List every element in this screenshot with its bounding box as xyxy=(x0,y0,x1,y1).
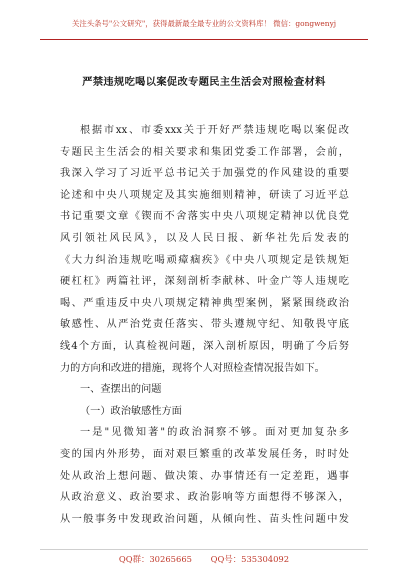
body-line: 力的方向和改进的措施，现将个人对照检查情况报告如下。 xyxy=(60,362,325,374)
body-line: 变的国内外形势，面对艰巨繁重的改革发展任务，时时处 xyxy=(60,448,349,460)
body-line: 从一般事务中发现政治问题，从倾向性、苗头性问题中发 xyxy=(60,513,349,525)
body-line: 线4个方面，认真检视问题，深入剖析原因，明确了今后努 xyxy=(60,340,349,352)
body-line: 喝、严重违反中央八项规定精神典型案例，紧紧围绕政治 xyxy=(60,297,349,309)
body-line: 风引领社风民风》，以及人民日报、新华社先后发表的 xyxy=(60,232,349,244)
section-heading: 一、查摆出的问题 xyxy=(80,384,162,396)
header-banner: 关注头条号"公文研究"，获得最新最全最专业的公文资料库！ 微信：gongwenyj xyxy=(71,19,337,28)
body-line: 论述和中央八项规定及其实施细则精神，研读了习近平总 xyxy=(60,189,349,201)
body-line: 专题民主生活会的相关要求和集团党委工作部署，会前， xyxy=(60,146,349,158)
footer-qq-group: QQ群：30265665 xyxy=(118,554,192,564)
body-line: 从政治意义、政治要求、政治影响等方面想得不够深入， xyxy=(60,492,349,504)
body-line: 根据市xx、市委xxx关于开好严禁违规吃喝以案促改 xyxy=(80,125,349,136)
document-body xyxy=(60,120,349,530)
body-line: 书记重要文章《锲而不舍落实中央八项规定精神以优良党 xyxy=(60,211,349,223)
header-divider xyxy=(40,39,368,40)
body-line: 硬杠杠》两篇社评，深刻剖析李献林、叶金广等人违规吃 xyxy=(60,276,349,288)
document-title: 严禁违规吃喝以案促改专题民主生活会对照检查材料 xyxy=(82,76,326,88)
body-line: 敏感性、从严治党责任落实、带头遵规守纪、知敬畏守底 xyxy=(60,319,349,331)
footer-qq-number: QQ号：535304092 xyxy=(210,554,290,564)
body-line: 一是"见微知著"的政治洞察不够。面对更加复杂多 xyxy=(80,427,349,439)
body-line: 我深入学习了习近平总书记关于加强党的作风建设的重要 xyxy=(60,168,349,180)
body-line: 《大力纠治违规吃喝顽瘴痼疾》《中央八项规定是铁规矩 xyxy=(60,254,349,266)
footer-divider xyxy=(40,549,368,550)
body-line: 处从政治上想问题、做决策、办事情还有一定差距，遇事 xyxy=(60,470,349,482)
subsection-heading: （一）政治敏感性方面 xyxy=(80,405,182,417)
footer-contact xyxy=(40,553,368,565)
